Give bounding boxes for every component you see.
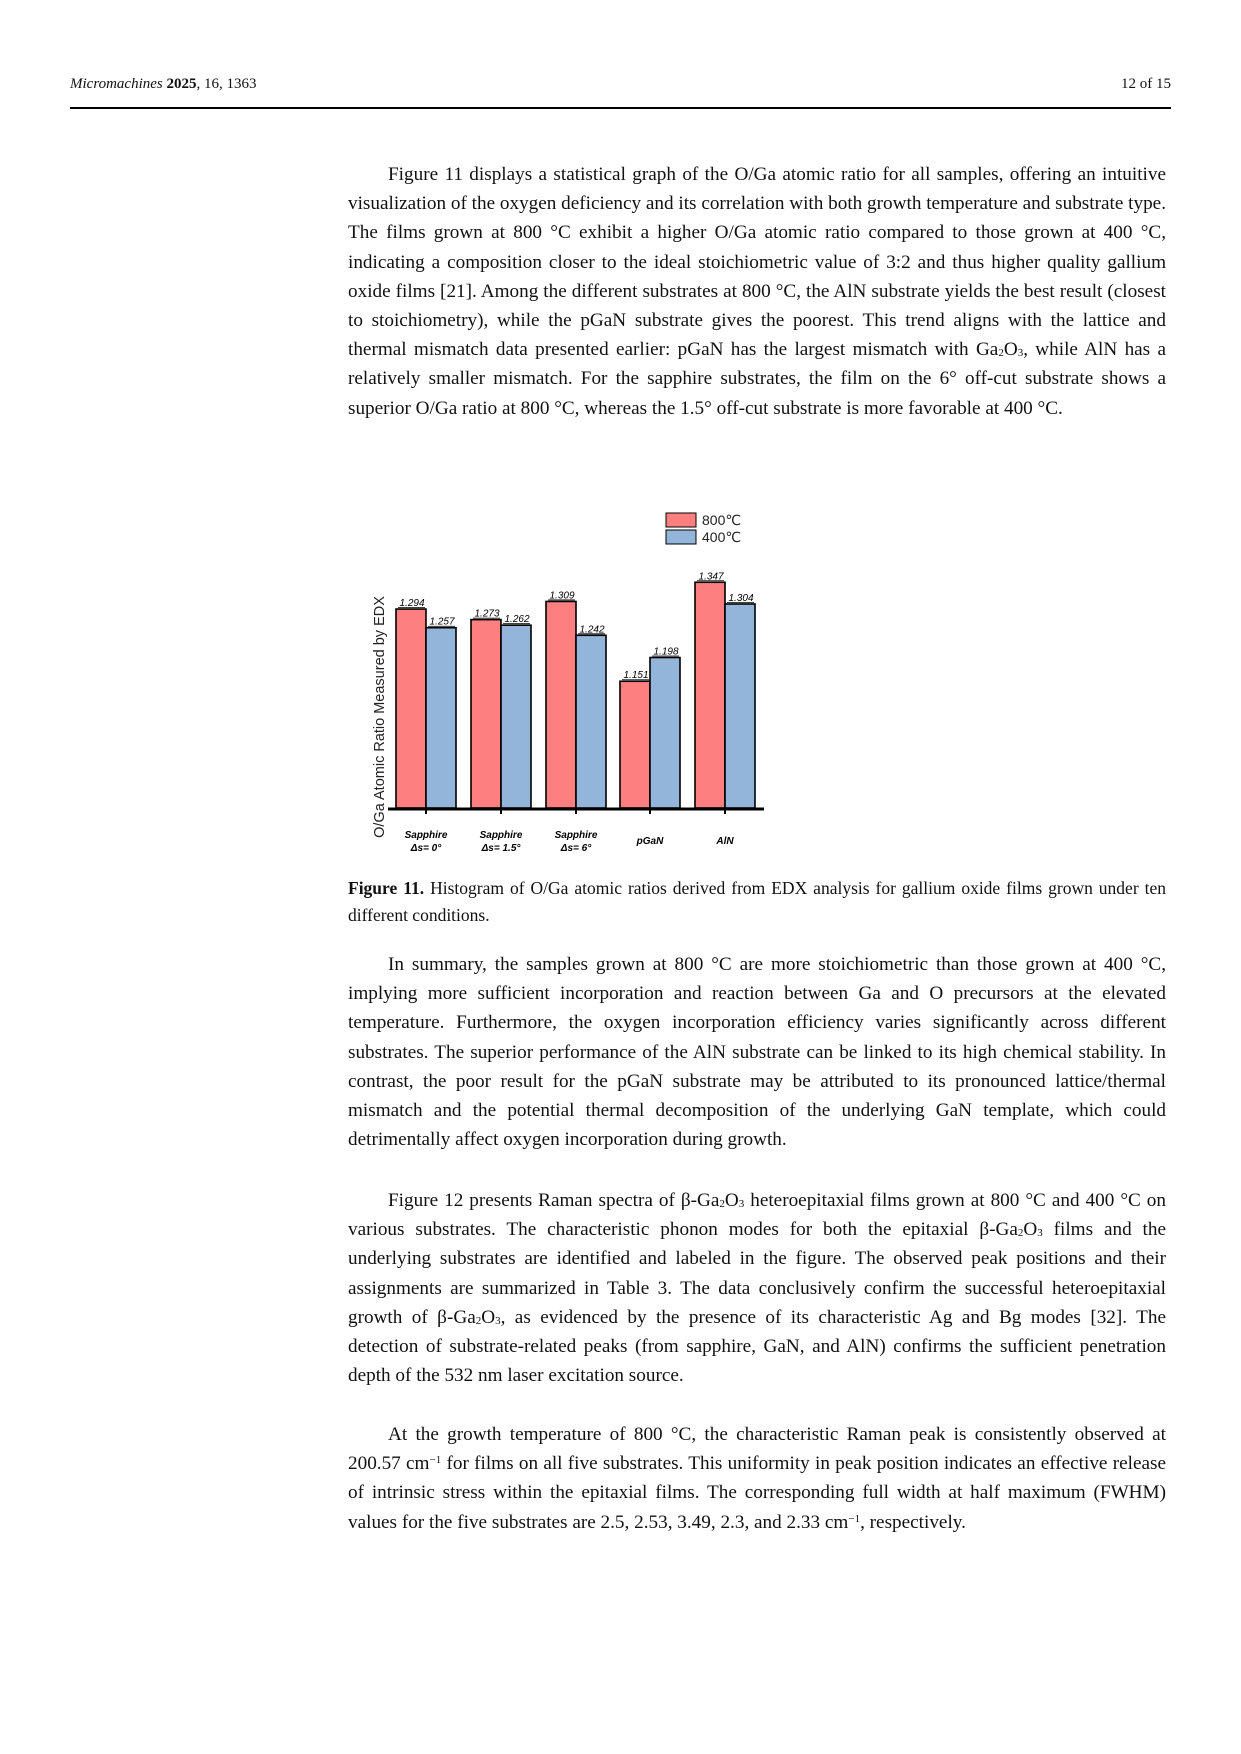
bar-value-label: 1.151 [623, 670, 649, 682]
bar-400c [426, 628, 456, 808]
figure-caption [348, 875, 1166, 929]
x-tick-label: Sapphire [554, 830, 598, 841]
bar-value-label: 1.309 [549, 590, 575, 602]
legend-label: 800℃ [702, 512, 742, 528]
legend-swatch [666, 530, 696, 544]
legend-label: 400℃ [702, 529, 742, 545]
bar-400c [501, 625, 531, 808]
page-number: 12 of 15 [1121, 76, 1171, 92]
journal-citation [70, 76, 257, 93]
bar-value-label: 1.242 [579, 624, 605, 636]
paragraph-text: At the growth temperature of 800 °C, the characteristic Raman peak is consistently observed at 200.57 $cm^{-1}$ for films on all five substrates. This uniformity in peak position indicates an effective release of intrinsic stress within the epitaxial films. The corresponding full width at half maximum (FWHM) values for the five substrates are 2.5, 2.53, 3.49, 2.3, and 2.33 $cm^{-1}$, respectively. [348, 1424, 1166, 1533]
bar-value-label: 1.347 [698, 571, 724, 583]
paragraph-text: Figure 12 presents Raman spectra of $\beta-Ga_2O_3$ heteroepitaxial films grown at 800 °C and 400 °C on various substrates. The characteristic phonon modes for both the epitaxial $\beta-Ga_2O_3$ films and the underlying substrates are identified and labeled in the figure. The observed peak positions and their assignments are summarized in Table 3. The data conclusively confirm the successful heteroepitaxial growth of $\beta-Ga_2O_3$, as evidenced by the presence of its characteristic Ag and Bg modes [32]. The detection of substrate-related peaks (from sapphire, GaN, and AlN) confirms the sufficient penetration depth of the 532 nm laser excitation source. [348, 1190, 1167, 1387]
paragraph-3 [348, 1186, 1166, 1390]
header-divider [70, 107, 1171, 109]
bar-400c [725, 604, 755, 808]
x-tick-label: Δs= 0° [410, 843, 442, 854]
x-tick-label: Δs= 6° [560, 843, 592, 854]
bar-800c [471, 620, 501, 808]
bar-value-label: 1.262 [504, 614, 530, 626]
bar-400c [576, 635, 606, 808]
page-header [70, 76, 1171, 106]
bar-800c [620, 681, 650, 808]
journal-volume: , 16, 1363 [196, 76, 257, 92]
paragraph-2 [348, 950, 1166, 1154]
bar-value-label: 1.257 [429, 616, 455, 628]
bar-400c [650, 658, 680, 808]
x-tick-label: Sapphire [479, 830, 523, 841]
paragraph-4 [348, 1420, 1166, 1537]
bar-800c [546, 601, 576, 808]
bar-value-label: 1.294 [399, 598, 425, 610]
caption-text: Histogram of O/Ga atomic ratios derived from EDX analysis for gallium oxide films grown under ten different conditions. [348, 878, 1166, 925]
bar-value-label: 1.198 [653, 646, 679, 658]
figure-11-chart [350, 505, 790, 855]
x-tick-label: pGaN [636, 836, 664, 847]
legend-swatch [666, 513, 696, 527]
journal-name: Micromachines [70, 76, 163, 92]
bar-800c [396, 609, 426, 808]
y-axis-label: O/Ga Atomic Ratio Measured by EDX [372, 596, 388, 838]
paragraph-text: Figure 11 displays a statistical graph of the O/Ga atomic ratio for all samples, offering an intuitive visualization of the oxygen deficiency and its correlation with both growth temperature and substrate type. The films grown at 800 °C exhibit a higher O/Ga atomic ratio compared to those grown at 400 °C, indicating a composition closer to the ideal stoichiometric value of 3:2 and thus higher quality gallium oxide films [21]. Among the different substrates at 800 °C, the AlN substrate yields the best result (closest to stoichiometry), while the pGaN substrate gives the poorest. This trend aligns with the lattice and thermal mismatch data presented earlier: pGaN has the largest mismatch with $Ga_2O_3$, while AlN has a relatively smaller mismatch. For the sapphire substrates, the film on the 6° off-cut substrate shows a superior O/Ga ratio at 800 °C, whereas the 1.5° off-cut substrate is more favorable at 400 °C. [348, 164, 1166, 419]
x-tick-label: Δs= 1.5° [481, 843, 521, 854]
bar-value-label: 1.273 [474, 608, 500, 620]
paragraph-text: In summary, the samples grown at 800 °C are more stoichiometric than those grown at 400 °C, implying more sufficient incorporation and reaction between Ga and O precursors at the elevated temperature. Furthermore, the oxygen incorporation efficiency varies significantly across different substrates. The superior performance of the AlN substrate can be linked to its high chemical stability. In contrast, the poor result for the pGaN substrate may be attributed to its pronounced lattice/thermal mismatch and the potential thermal decomposition of the underlying GaN template, which could detrimentally affect oxygen incorporation during growth. [348, 954, 1166, 1151]
bar-800c [695, 582, 725, 808]
bar-chart [350, 505, 790, 855]
journal-year: 2025 [166, 76, 197, 92]
figure-label: Figure 11. [348, 878, 425, 898]
bar-value-label: 1.304 [728, 592, 754, 604]
x-tick-label: AlN [716, 836, 734, 847]
x-tick-label: Sapphire [404, 830, 448, 841]
paragraph-1 [348, 160, 1166, 423]
